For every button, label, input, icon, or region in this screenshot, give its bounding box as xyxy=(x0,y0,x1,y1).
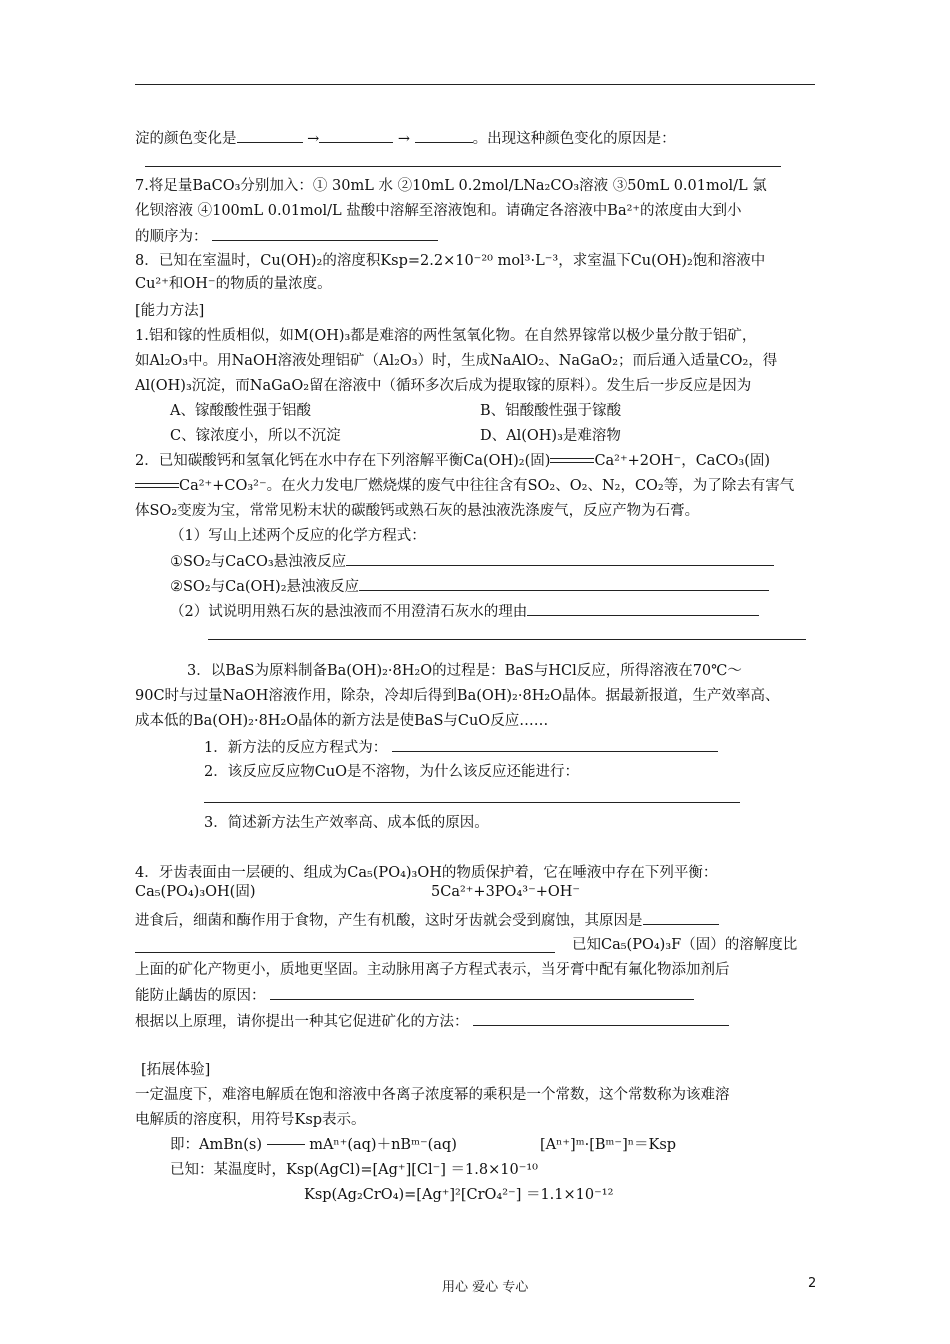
text-line xyxy=(204,737,718,758)
question-text: Ca²⁺+CO₃²⁻。在火力发电厂燃烧煤的废气中往往含有SO₂、O₂、N₂，CO₂等，为了除去有害气 xyxy=(179,478,795,494)
answer-blank[interactable] xyxy=(473,1011,729,1026)
formula-text: mAⁿ⁺(aq)＋nBᵐ⁻(aq) xyxy=(309,1137,457,1153)
answer-blank[interactable] xyxy=(415,128,473,143)
question-7-cont: 化钡溶液 ④100mL 0.01mol/L 盐酸中溶解至溶液饱和。请确定各溶液中Ba²⁺的浓度由大到小 xyxy=(135,203,742,219)
problem-3-cont: 90C时与过量NaOH溶液作用，除杂，冷却后得到Ba(OH)₂·8H₂O晶体。据最新报道，生产效率高、 xyxy=(135,688,780,704)
answer-blank[interactable] xyxy=(319,128,393,143)
problem-2-cont xyxy=(135,476,794,496)
text-line xyxy=(170,551,774,572)
question-text: 。出现这种颜色变化的原因是： xyxy=(472,131,676,147)
question-text: ①SO₂与CaCO₃悬浊液反应 xyxy=(170,554,347,570)
problem-1-cont: 如Al₂O₃中。用NaOH溶液处理铝矿（Al₂O₃）时，生成NaAlO₂、NaGaO₂；而后通入适量CO₂，得 xyxy=(135,353,778,369)
answer-blank[interactable] xyxy=(392,737,718,752)
option-d[interactable]: D、Al(OH)₃是难溶物 xyxy=(480,428,621,444)
text-line xyxy=(170,576,769,597)
text-line xyxy=(135,985,694,1006)
problem-4-cont: 已知Ca₅(PO₄)₃F（固）的溶解度比 xyxy=(572,937,798,953)
problem-1-cont: Al(OH)₃沉淀，而NaGaO₂留在溶液中（循环多次后成为提取镓的原料）。发生后一步反应是因为 xyxy=(135,378,752,394)
equation-right: 5Ca²⁺+3PO₄³⁻+OH⁻ xyxy=(431,884,581,900)
ksp-definition xyxy=(170,1135,457,1155)
problem-1: 1.铝和镓的性质相似，如M(OH)₃都是难溶的两性氢氧化物。在自然界镓常以极少量分散于铝矿， xyxy=(135,328,757,344)
answer-blank[interactable] xyxy=(346,551,774,566)
question-text: Ca²⁺+2OH⁻，CaCO₃(固) xyxy=(594,453,771,469)
question-text: 进食后，细菌和酶作用于食物，产生有机酸，这时牙齿就会受到腐蚀，其原因是 xyxy=(135,913,643,929)
ksp-agcl: 已知：某温度时，Ksp(AgCl)=[Ag⁺][Cl⁻] ＝1.8×10⁻¹⁰ xyxy=(170,1162,538,1178)
question-text: 能防止龋齿的原因： xyxy=(135,988,266,1004)
answer-blank[interactable] xyxy=(212,226,438,241)
answer-line[interactable] xyxy=(145,166,781,167)
equilibrium-arrow-icon xyxy=(267,1140,305,1150)
question-text: 淀的颜色变化是 xyxy=(135,131,237,147)
question-8-cont: Cu²⁺和OH⁻的物质的量浓度。 xyxy=(135,276,332,292)
sub-question-1: （1）写山上述两个反应的化学方程式： xyxy=(170,528,426,544)
option-c[interactable]: C、镓浓度小，所以不沉淀 xyxy=(170,428,341,444)
text-line xyxy=(135,1011,729,1032)
problem-3-cont: 成本低的Ba(OH)₂·8H₂O晶体的新方法是使BaS与CuO反应…… xyxy=(135,713,549,729)
text-line xyxy=(135,910,719,931)
question-8: 8．已知在室温时，Cu(OH)₂的溶度积Ksp=2.2×10⁻²⁰ mol³·L⁻³，求室温下Cu(OH)₂饱和溶液中 xyxy=(135,253,766,269)
extension-text: 电解质的溶度积，用符号Ksp表示。 xyxy=(135,1112,366,1128)
problem-2 xyxy=(135,451,770,471)
arrow: → xyxy=(307,131,320,147)
equilibrium-arrow-icon xyxy=(135,481,179,491)
ksp-formula: [Aⁿ⁺]ᵐ·[Bᵐ⁻]ⁿ＝Ksp xyxy=(540,1137,677,1153)
section-heading-ability: [能力方法] xyxy=(135,303,205,319)
answer-blank[interactable] xyxy=(237,128,303,143)
question-text: 1．新方法的反应方程式为： xyxy=(204,740,388,756)
ksp-ag2cro4: Ksp(Ag₂CrO₄)=[Ag⁺]²[CrO₄²⁻] ＝1.1×10⁻¹² xyxy=(304,1187,614,1203)
question-text: 2．已知碳酸钙和氢氧化钙在水中存在下列溶解平衡Ca(OH)₂(固) xyxy=(135,453,551,469)
question-7: 7.将足量BaCO₃分别加入：① 30mL 水 ②10mL 0.2mol/LNa₂CO₃溶液 ③50mL 0.01mol/L 氯 xyxy=(135,178,767,194)
answer-blank[interactable] xyxy=(270,985,694,1000)
sub-question-2: 2．该反应反应物CuO是不溶物，为什么该反应还能进行： xyxy=(204,764,580,780)
equilibrium-arrow-icon xyxy=(550,456,594,466)
answer-line[interactable] xyxy=(135,952,555,953)
extension-text: 一定温度下，难溶电解质在饱和溶液中各离子浓度幂的乘积是一个常数，这个常数称为该难溶 xyxy=(135,1087,730,1103)
page-number: 2 xyxy=(808,1276,817,1291)
problem-2-cont: 体SO₂变废为宝，常常见粉末状的碳酸钙或熟石灰的悬浊液洗涤废气，反应产物为石膏。 xyxy=(135,503,700,519)
arrow: → xyxy=(397,131,411,147)
question-text: 的顺序为： xyxy=(135,229,208,245)
answer-blank[interactable] xyxy=(643,910,719,925)
question-text: （2）试说明用熟石灰的悬浊液而不用澄清石灰水的理由 xyxy=(170,604,528,620)
answer-blank[interactable] xyxy=(527,601,759,616)
problem-3: 3．以BaS为原料制备Ba(OH)₂·8H₂O的过程是：BaS与HCl反应，所得溶液在70℃～ xyxy=(187,663,742,679)
footer-motto: 用心 爱心 专心 xyxy=(442,1280,529,1295)
answer-line[interactable] xyxy=(208,639,806,640)
sub-question-3: 3．简述新方法生产效率高、成本低的原因。 xyxy=(204,815,489,831)
text-line xyxy=(135,128,676,149)
section-heading-extension: [拓展体验] xyxy=(141,1062,211,1078)
equation-left: Ca₅(PO₄)₃OH(固) xyxy=(135,884,256,900)
problem-4-cont: 上面的矿化产物更小，质地更坚固。主动脉用离子方程式表示，当牙膏中配有氟化物添加剂后 xyxy=(135,962,730,978)
answer-line[interactable] xyxy=(204,802,740,803)
question-text: 根据以上原理，请你提出一种其它促进矿化的方法： xyxy=(135,1014,469,1030)
question-text: ②SO₂与Ca(OH)₂悬浊液反应 xyxy=(170,579,360,595)
formula-text: 即：AmBn(s) xyxy=(170,1137,262,1153)
problem-4: 4．牙齿表面由一层硬的、组成为Ca₅(PO₄)₃OH的物质保护着，它在唾液中存在下列平衡： xyxy=(135,865,718,881)
header-rule xyxy=(135,84,815,85)
text-line xyxy=(135,226,438,247)
text-line xyxy=(170,601,759,622)
option-a[interactable]: A、镓酸酸性强于铝酸 xyxy=(170,403,311,419)
answer-blank[interactable] xyxy=(359,576,769,591)
option-b[interactable]: B、铝酸酸性强于镓酸 xyxy=(480,403,622,419)
